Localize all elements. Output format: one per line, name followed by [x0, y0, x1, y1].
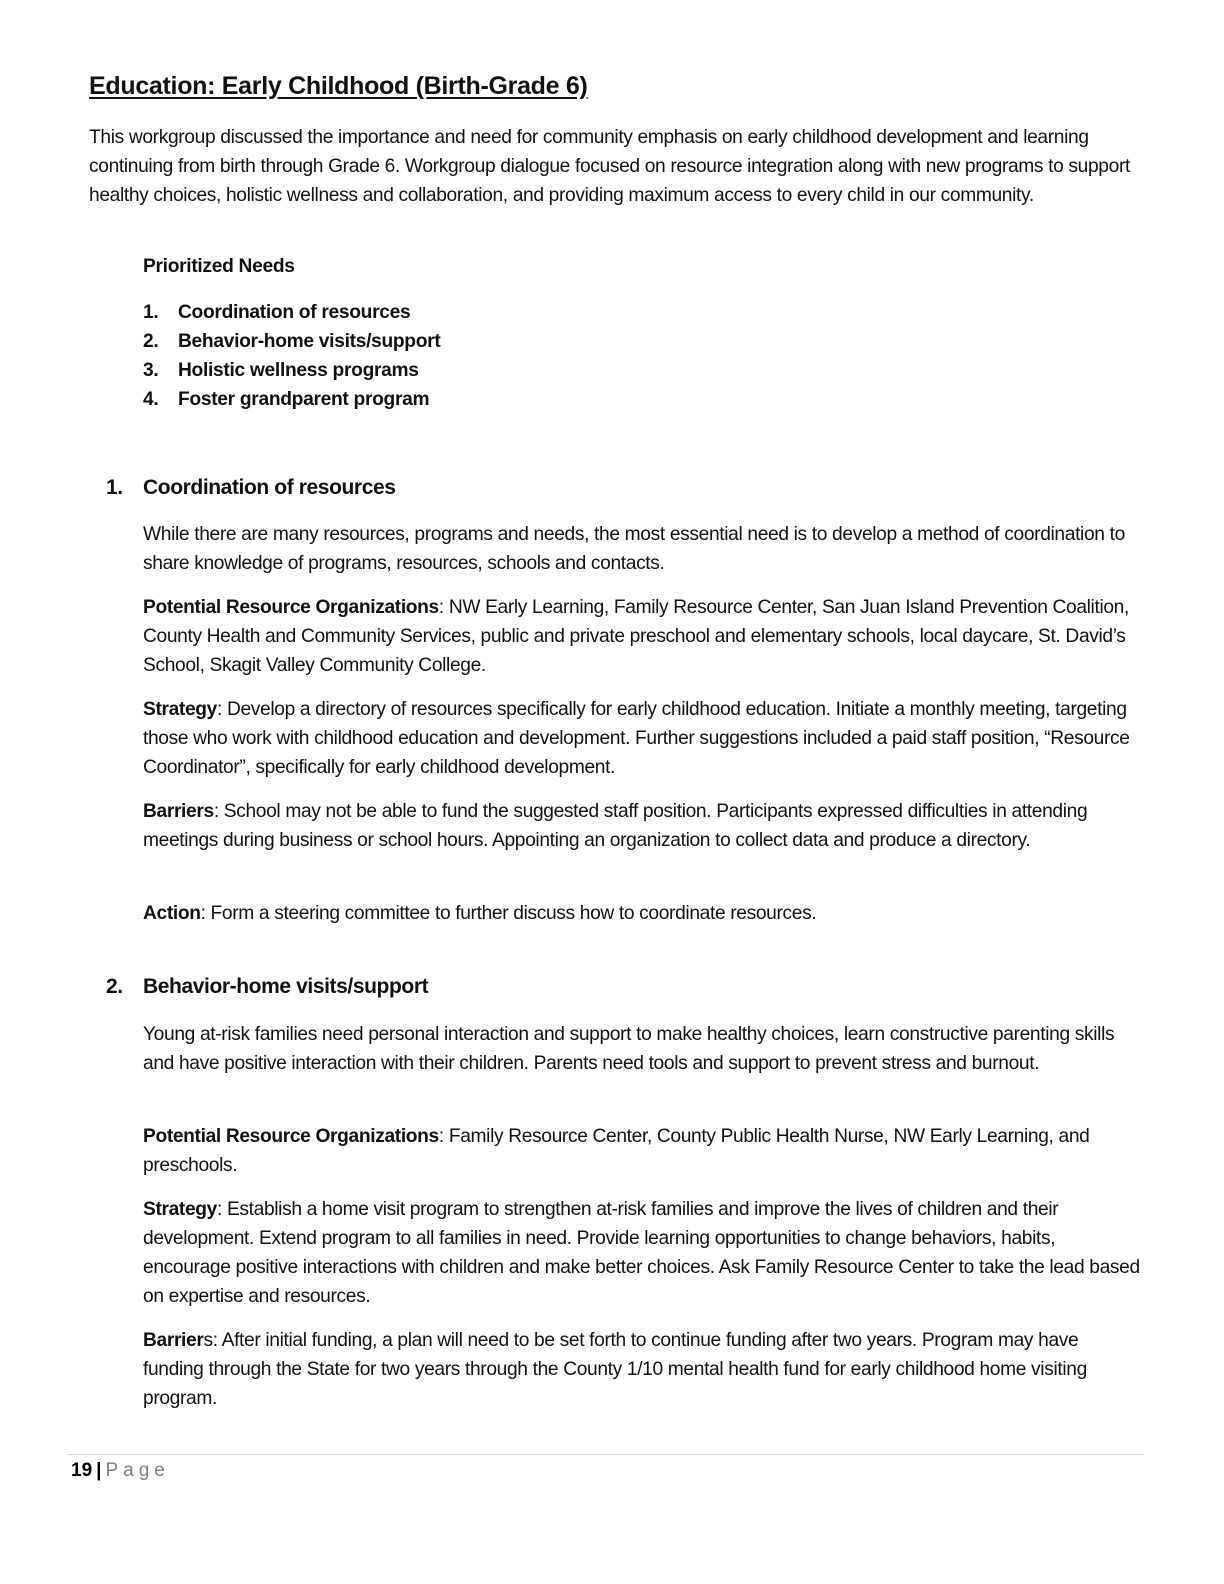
section-description: Young at-risk families need personal interaction and support to make healthy choices, learn constructive parenting skills and have positive interaction with their children. Parents need tools and support to prevent stress and burnout.	[143, 1024, 1115, 1074]
action-text: : Form a steering committee to further discuss how to coordinate resources.	[200, 903, 817, 924]
section-barriers	[143, 797, 1143, 855]
organizations-label: Potential Resource Organizations	[143, 597, 439, 618]
section-number: 2.	[106, 975, 123, 998]
action-label: Action	[143, 903, 201, 924]
list-item	[143, 385, 440, 414]
section-action	[143, 899, 1143, 928]
section-number: 1.	[106, 476, 123, 499]
section-organizations	[143, 1122, 1143, 1180]
section-strategy	[143, 695, 1143, 782]
list-label: Foster grandparent program	[178, 389, 430, 410]
section-barriers	[143, 1326, 1143, 1413]
section-title: Coordination of resources	[143, 476, 396, 499]
section-title: Behavior-home visits/support	[143, 975, 429, 998]
page-footer	[71, 1460, 170, 1482]
list-number: 1.	[143, 302, 159, 323]
list-label: Behavior-home visits/support	[178, 331, 441, 352]
strategy-text: : Establish a home visit program to strengthen at-risk families and improve the lives of children and their development. Extend program to all families in need. Provide learning opportunities to change behaviors, habits, encourage positive interactions with children and make better choices. Ask Family Resource Center to take the lead based on expertise and resources.	[143, 1199, 1140, 1307]
list-item	[143, 356, 440, 385]
prioritized-needs-heading: Prioritized Needs	[143, 256, 295, 277]
section-description: While there are many resources, programs and needs, the most essential need is to develop a method of coordination to share knowledge of programs, resources, schools and contacts.	[143, 524, 1125, 574]
list-label: Coordination of resources	[178, 302, 411, 323]
footer-separator: |	[96, 1460, 102, 1481]
strategy-text: : Develop a directory of resources specifically for early childhood education. Initiate a monthly meeting, targeting those who work with childhood education and development. Further suggestions included a paid staff position, “Resource Coordinator”, specifically for early childhood development.	[143, 699, 1130, 778]
intro-paragraph: This workgroup discussed the importance and need for community emphasis on early childhood development and learning continuing from birth through Grade 6. Workgroup dialogue focused on resource integration along with new programs to support healthy choices, holistic wellness and collaboration, and providing maximum access to every child in our community.	[89, 127, 1130, 206]
organizations-label: Potential Resource Organizations	[143, 1126, 439, 1147]
list-number: 3.	[143, 360, 159, 381]
list-number: 2.	[143, 331, 159, 352]
barriers-text: : School may not be able to fund the suggested staff position. Participants expressed difficulties in attending meetings during business or school hours. Appointing an organization to collect data and produce a directory.	[143, 801, 1088, 851]
barriers-text: s: After initial funding, a plan will need to be set forth to continue funding after two years. Program may have funding through the State for two years through the County 1/10 mental health fund for early childhood home visiting program.	[143, 1330, 1087, 1409]
organizations-text: : NW Early Learning, Family Resource Center, San Juan Island Prevention Coalition, County Health and Community Services, public and private preschool and elementary schools, local daycare, St. David’s School, Skagit Valley Community College.	[143, 597, 1129, 676]
list-item	[143, 298, 440, 327]
strategy-label: Strategy	[143, 1199, 217, 1220]
barriers-label: Barriers	[143, 801, 214, 822]
section-strategy	[143, 1195, 1143, 1311]
section-heading-behavior	[106, 975, 428, 999]
footer-divider	[67, 1454, 1144, 1455]
list-number: 4.	[143, 389, 159, 410]
strategy-label: Strategy	[143, 699, 217, 720]
section-organizations	[143, 593, 1143, 680]
page-title: Education: Early Childhood (Birth-Grade 6)	[89, 72, 588, 100]
page-label: Page	[105, 1460, 170, 1481]
barriers-label: Barrier	[143, 1330, 204, 1351]
prioritized-needs-list	[143, 298, 440, 414]
organizations-text: : Family Resource Center, County Public Health Nurse, NW Early Learning, and preschools.	[143, 1126, 1090, 1176]
section-heading-coordination	[106, 476, 396, 500]
page-number: 19	[71, 1460, 93, 1481]
list-item	[143, 327, 440, 356]
list-label: Holistic wellness programs	[178, 360, 419, 381]
